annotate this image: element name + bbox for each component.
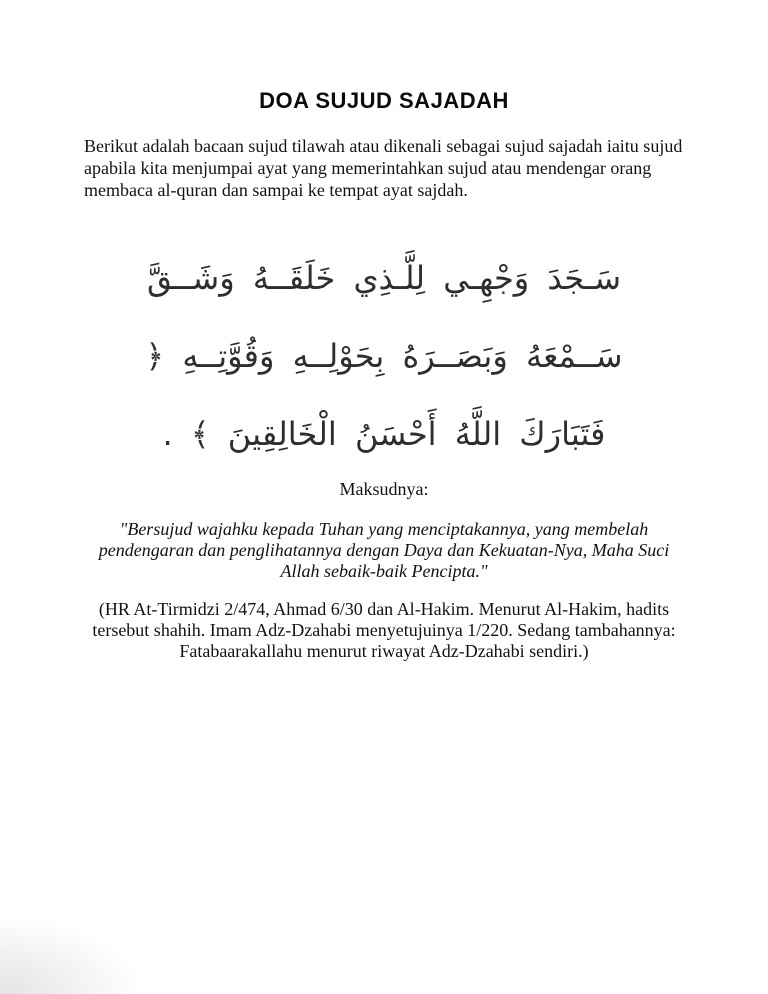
page-title: DOA SUJUD SAJADAH <box>259 88 509 113</box>
citation-line-2: tersebut shahih. Imam Adz-Dzahabi menyetujuinya 1/220. Sedang tambahannya: <box>92 620 676 640</box>
translation-paragraph <box>0 519 768 582</box>
scan-corner-shadow <box>0 844 280 994</box>
intro-line-1: Berikut adalah bacaan sujud tilawah atau dikenali sebagai sujud sajadah iaitu sujud <box>84 136 683 156</box>
meaning-label: Maksudnya: <box>339 479 429 499</box>
translation-line-3: Allah sebaik-baik Pencipta." <box>280 561 488 581</box>
arabic-line-1: سَـجَدَ وَجْهِـي لِلَّـذِي خَلَقَــهُ وَشَــقَّ <box>146 259 622 297</box>
intro-line-2: apabila kita menjumpai ayat yang memerintahkan sujud atau mendengar orang <box>84 158 652 178</box>
arabic-line-2: سَــمْعَهُ وَبَصَــرَهُ بِحَوْلِــهِ وَقُوَّتِــهِ ﴿ <box>145 337 623 375</box>
citation-line-1: (HR At-Tirmidzi 2/474, Ahmad 6/30 dan Al-Hakim. Menurut Al-Hakim, hadits <box>98 599 670 619</box>
translation-line-1: "Bersujud wajahku kepada Tuhan yang menciptakannya, yang membelah <box>119 519 649 539</box>
intro-paragraph <box>84 135 684 201</box>
intro-line-3: membaca al-quran dan sampai ke tempat ayat sajdah. <box>84 180 468 200</box>
arabic-prayer <box>0 239 768 473</box>
citation-line-3: Fatabaarakallahu menurut riwayat Adz-Dzahabi sendiri.) <box>179 641 589 661</box>
arabic-line-3: فَتَبَارَكَ اللَّهُ أَحْسَنُ الْخَالِقِينَ ﴾ . <box>162 415 606 453</box>
citation-paragraph <box>0 599 768 662</box>
translation-line-2: pendengaran dan penglihatannya dengan Daya dan Kekuatan-Nya, Maha Suci <box>98 540 670 560</box>
